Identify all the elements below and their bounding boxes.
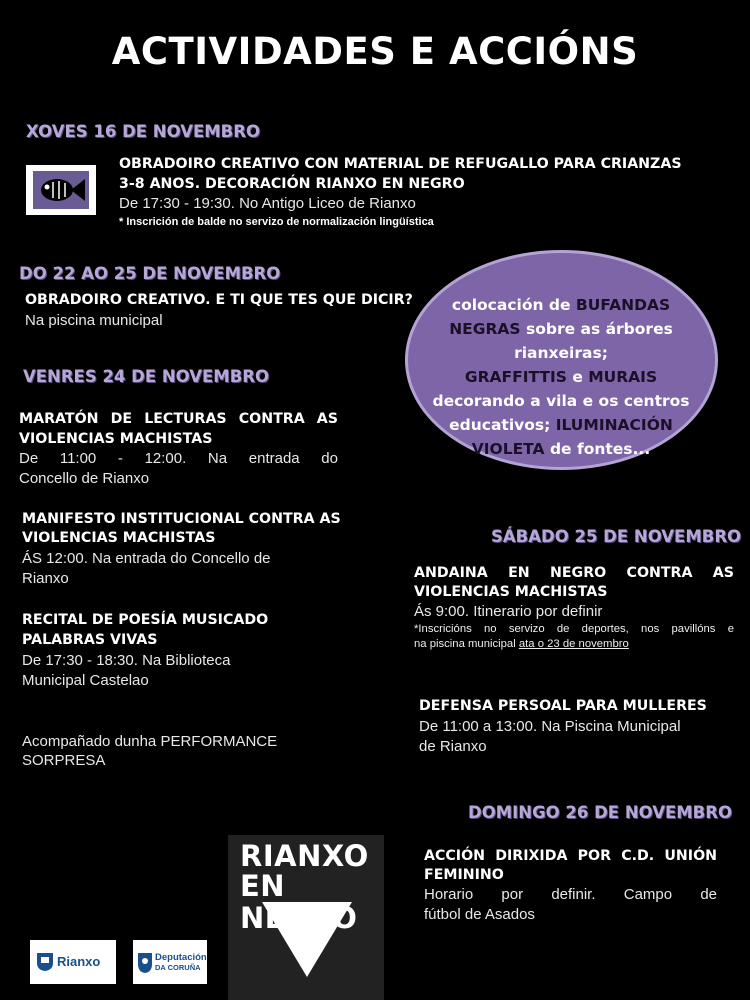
event-detail: Ás 9:00. Itinerario por definir <box>414 603 603 620</box>
event-title: VIOLENCIAS MACHISTAS <box>414 584 608 600</box>
deputacion-sublabel: DA CORUÑA <box>155 963 201 972</box>
event-detail: Concello de Rianxo <box>19 470 150 487</box>
logo-text: EN NEGRO <box>240 869 358 935</box>
event-detail: De 17:30 - 18:30. Na Biblioteca <box>22 652 231 669</box>
event-detail: De 17:30 - 19:30. No Antigo Liceo de Rianxo <box>119 195 416 212</box>
event-title: PALABRAS VIVAS <box>22 632 158 648</box>
deputacion-badge <box>133 940 207 984</box>
deputacion-label: Deputación <box>155 952 207 963</box>
oval-text: colocación de BUFANDAS NEGRAS sobre as árbores rianxeiras; GRAFFITTIS e MURAIS decorando a vila e os centros educativos; ILUMINACIÓN VIOLETA de fontes... <box>432 296 690 458</box>
event-detail: Na piscina municipal <box>25 312 163 329</box>
date-heading-22-25: DO 22 AO 25 DE NOVEMBRO <box>19 264 281 283</box>
logo-text: RIANXO <box>240 839 369 873</box>
shield-icon <box>36 952 54 972</box>
date-heading-16: XOVES 16 DE NOVEMBRO <box>26 122 260 141</box>
event-note: * Inscrición de balde no servizo de normalización lingüística <box>119 216 434 228</box>
event-detail: ÁS 12:00. Na entrada do Concello de <box>22 550 271 567</box>
event-title: VIOLENCIAS MACHISTAS <box>22 530 216 546</box>
rianxo-badge <box>30 940 116 984</box>
event-detail: Municipal Castelao <box>22 672 149 689</box>
event-extra: SORPRESA <box>22 752 106 769</box>
date-heading-25: SÁBADO 25 DE NOVEMBRO <box>491 527 742 546</box>
triangle-icon <box>262 902 352 977</box>
event-note: na piscina municipal ata o 23 de novembro <box>414 638 629 650</box>
event-detail: Rianxo <box>22 570 69 587</box>
event-detail: De 11:00 a 13:00. Na Piscina Municipal <box>419 718 681 735</box>
event-title: VIOLENCIAS MACHISTAS <box>19 431 213 447</box>
event-title: FEMININO <box>424 867 504 883</box>
date-heading-26: DOMINGO 26 DE NOVEMBRO <box>468 803 732 822</box>
event-title: RECITAL DE POESÍA MUSICADO <box>22 612 269 628</box>
event-extra: Acompañado dunha PERFORMANCE <box>22 733 278 750</box>
rianxo-label: Rianxo <box>57 954 101 969</box>
event-title: MARATÓN DE LECTURAS CONTRA AS <box>19 411 338 427</box>
event-detail: Horario por definir. Campo de <box>424 886 717 903</box>
date-heading-24: VENRES 24 DE NOVEMBRO <box>23 367 270 386</box>
fish-icon <box>33 171 89 209</box>
crest-icon <box>137 950 153 974</box>
event-title: OBRADOIRO CREATIVO CON MATERIAL DE REFUGALLO PARA CRIANZAS <box>119 156 682 172</box>
event-title: MANIFESTO INSTITUCIONAL CONTRA AS <box>22 511 341 527</box>
event-title: ANDAINA EN NEGRO CONTRA AS <box>414 565 734 581</box>
event-detail: de Rianxo <box>419 738 487 755</box>
event-title: DEFENSA PERSOAL PARA MULLERES <box>419 698 707 714</box>
event-detail: De 11:00 - 12:00. Na entrada do <box>19 450 338 467</box>
event-title: OBRADOIRO CREATIVO. E TI QUE TES QUE DICIR? <box>25 292 413 308</box>
event-note: *Inscricións no servizo de deportes, nos pavillóns e <box>414 623 734 635</box>
page-title: ACTIVIDADES E ACCIÓNS <box>111 30 639 73</box>
event-title: 3-8 ANOS. DECORACIÓN RIANXO EN NEGRO <box>119 176 465 192</box>
event-title: ACCIÓN DIRIXIDA POR C.D. UNIÓN <box>424 848 717 864</box>
event-detail: fútbol de Asados <box>424 906 535 923</box>
